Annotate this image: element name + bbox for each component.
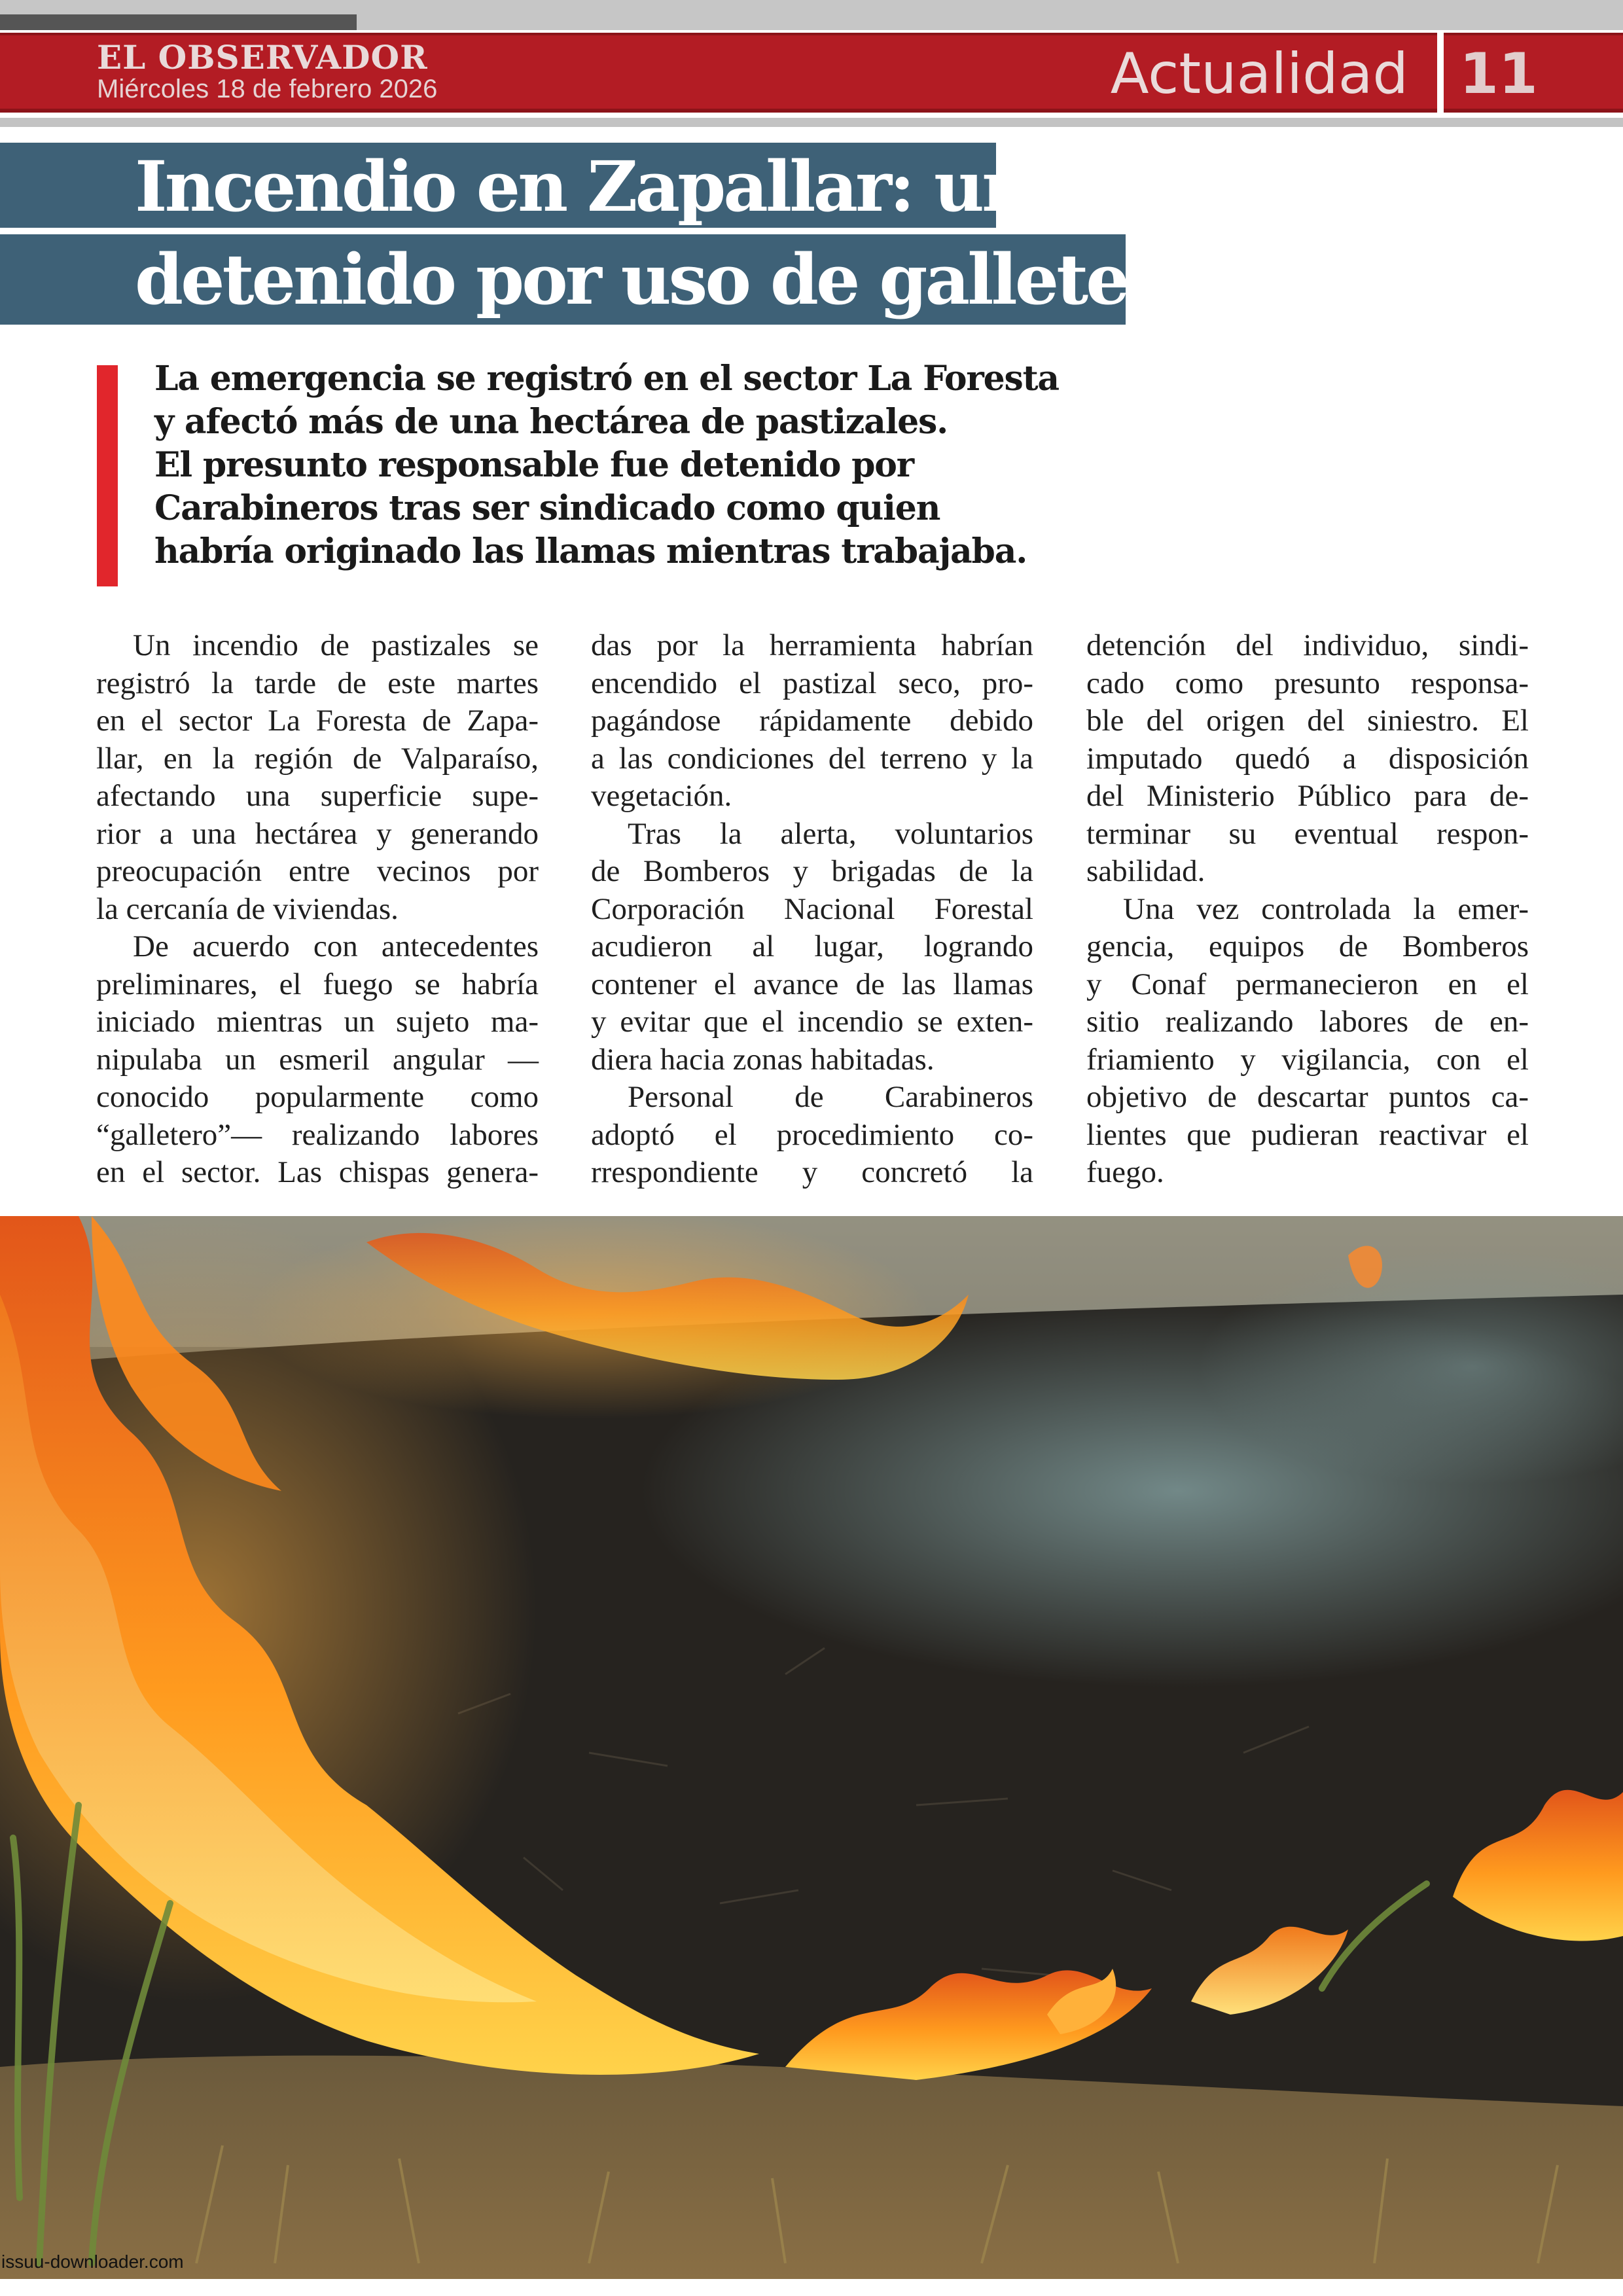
grass-fire-photo	[0, 1216, 1623, 2279]
body-line: nipulaba un esmeril angular —	[96, 1042, 539, 1077]
body-line: Tras la alerta, voluntarios	[628, 816, 1033, 851]
body-line: a las condiciones del terreno y la	[591, 741, 1033, 776]
body-line: De acuerdo con antecedentes	[133, 929, 539, 963]
lead-line: Carabineros tras ser sindicado como quien	[154, 488, 940, 528]
body-line: Un incendio de pastizales se	[133, 628, 539, 662]
header-underline	[0, 118, 1623, 127]
lead-accent-bar	[97, 365, 118, 586]
article-column-1	[96, 627, 539, 1192]
body-line: ble del origen del siniestro. El	[1086, 704, 1529, 738]
body-line: Una vez controlada la emer-	[1123, 891, 1529, 926]
body-line: pagándose rápidamente debido	[591, 704, 1033, 738]
body-line: sitio realizando labores de en-	[1086, 1005, 1529, 1039]
body-line: y Conaf permanecieron en el	[1086, 967, 1529, 1001]
body-line: en el sector. Las chispas genera-	[96, 1155, 539, 1189]
newspaper-name: EL OBSERVADOR	[97, 38, 428, 77]
body-line: conocido popularmente como	[96, 1080, 539, 1114]
body-line: acudieron al lugar, logrando	[591, 929, 1033, 963]
body-line: la cercanía de viviendas.	[96, 891, 399, 926]
body-line: “galletero”— realizando labores	[96, 1117, 539, 1152]
lead-line: El presunto responsable fue detenido por	[154, 445, 914, 485]
page-number: 11	[1459, 41, 1538, 107]
body-line: preliminares, el fuego se habría	[96, 967, 539, 1001]
body-line: llar, en la región de Valparaíso,	[96, 741, 539, 776]
watermark-text: issuu-downloader.com	[1, 2251, 184, 2272]
body-line: Corporación Nacional Forestal	[591, 891, 1033, 926]
issue-date: Miércoles 18 de febrero 2026	[97, 75, 438, 103]
body-line: sabilidad.	[1086, 854, 1205, 888]
body-line: encendido el pastizal seco, pro-	[591, 666, 1033, 700]
body-line: vegetación.	[591, 779, 732, 813]
lead-line: y afectó más de una hectárea de pastizales.	[154, 402, 948, 442]
body-line: contener el avance de las llamas	[591, 967, 1033, 1001]
body-line: de Bomberos y brigadas de la	[591, 854, 1033, 888]
body-line: Personal de Carabineros	[628, 1080, 1033, 1114]
top-dark-tab	[0, 14, 357, 30]
body-line: en el sector La Foresta de Zapa-	[96, 704, 539, 738]
headline-line: detenido por uso de galletero	[135, 238, 1205, 320]
body-line: y evitar que el incendio se exten-	[591, 1005, 1033, 1039]
body-line: afectando una superficie supe-	[96, 779, 539, 813]
body-line: del Ministerio Público para de-	[1086, 779, 1529, 813]
body-line: fuego.	[1086, 1155, 1164, 1189]
lead-line: La emergencia se registró en el sector La Foresta	[154, 359, 1059, 399]
body-line: adoptó el procedimiento co-	[591, 1117, 1033, 1152]
lead-line: habría originado las llamas mientras trabajaba.	[154, 531, 1027, 571]
body-line: registró la tarde de este martes	[96, 666, 539, 700]
body-line: das por la herramienta habrían	[591, 628, 1033, 662]
body-line: cado como presunto responsa-	[1086, 666, 1529, 700]
body-line: terminar su eventual respon-	[1086, 816, 1529, 851]
body-line: gencia, equipos de Bomberos	[1086, 929, 1529, 963]
body-line: friamiento y vigilancia, con el	[1086, 1042, 1529, 1077]
body-line: rior a una hectárea y generando	[96, 816, 539, 851]
body-line: imputado quedó a disposición	[1086, 741, 1529, 776]
body-line: lientes que pudieran reactivar el	[1086, 1117, 1529, 1152]
body-line: preocupación entre vecinos por	[96, 854, 539, 888]
article-column-3	[1086, 627, 1529, 1192]
body-line: diera hacia zonas habitadas.	[591, 1042, 935, 1077]
page-number-divider	[1437, 33, 1444, 113]
headline-line: Incendio en Zapallar: un	[135, 145, 1030, 227]
body-line: objetivo de descartar puntos ca-	[1086, 1080, 1529, 1114]
body-line: iniciado mientras un sujeto ma-	[96, 1005, 539, 1039]
bottom-margin	[0, 2279, 1623, 2296]
article-column-2	[591, 627, 1033, 1192]
body-line: detención del individuo, sindi-	[1086, 628, 1529, 662]
body-line: rrespondiente y concretó la	[591, 1155, 1033, 1189]
article-lead	[154, 357, 1071, 573]
section-title: Actualidad	[1110, 41, 1408, 107]
